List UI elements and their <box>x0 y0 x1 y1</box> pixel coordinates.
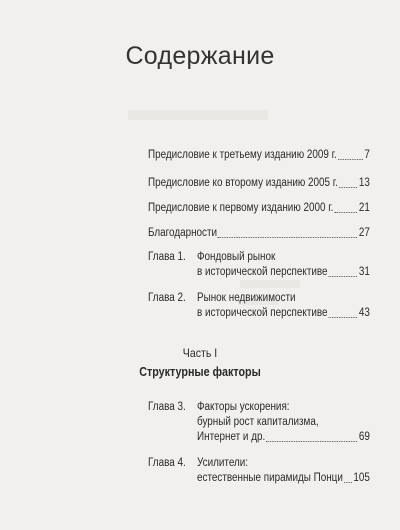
toc-entry-text: Предисловие к первому изданию 2000 г. <box>148 202 334 214</box>
chapter-title-line: бурный рост капитализма, <box>197 416 319 428</box>
toc-chapter-entry[interactable] <box>148 456 370 486</box>
chapter-label: Глава 3. <box>148 401 186 413</box>
toc-page-number: 105 <box>353 472 370 484</box>
toc-entry[interactable] <box>148 176 370 191</box>
bleed-through-mark <box>128 110 268 120</box>
toc-entry[interactable] <box>148 201 370 216</box>
leader-dots <box>328 275 357 277</box>
chapter-label: Глава 4. <box>148 457 186 469</box>
toc-entry-text: Предисловие ко второму изданию 2005 г. <box>148 177 338 189</box>
leader-dots <box>334 211 357 213</box>
part-title: Структурные факторы <box>139 365 261 379</box>
toc-page-number: 69 <box>358 431 370 443</box>
leader-dots <box>344 481 352 483</box>
leader-dots <box>328 316 357 318</box>
toc-entry-text: Предисловие к третьему изданию 2009 г. <box>148 149 337 161</box>
toc-entry[interactable] <box>148 226 370 241</box>
toc-page-number: 31 <box>358 266 370 278</box>
bleed-through-mark <box>240 280 300 288</box>
part-label: Часть I <box>182 346 218 360</box>
toc-chapter-entry[interactable] <box>148 250 370 280</box>
toc-page-number: 13 <box>358 177 370 189</box>
leader-dots <box>218 236 357 238</box>
chapter-title-line: в исторической перспективе <box>197 307 328 319</box>
toc-entry[interactable] <box>148 148 370 163</box>
chapter-label: Глава 1. <box>148 251 186 263</box>
chapter-title-line: Рынок недвижимости <box>197 292 296 304</box>
page-title: Содержание <box>125 42 275 70</box>
toc-page-number: 27 <box>358 227 370 239</box>
leader-dots <box>338 158 363 160</box>
leader-dots <box>266 440 357 442</box>
toc-page-number: 7 <box>364 149 370 161</box>
chapter-title-line: Факторы ускорения: <box>197 401 290 413</box>
chapter-title-line: Фондовый рынок <box>197 251 276 263</box>
toc-entry-text: Благодарности <box>148 227 218 239</box>
toc-page-number: 21 <box>358 202 370 214</box>
chapter-title-line: Усилители: <box>197 457 249 469</box>
chapter-title-line: естественные пирамиды Понци <box>197 472 343 484</box>
toc-chapter-entry[interactable] <box>148 291 370 321</box>
chapter-title-line: Интернет и др. <box>197 431 266 443</box>
leader-dots <box>339 186 357 188</box>
chapter-title-line: в исторической перспективе <box>197 266 328 278</box>
chapter-label: Глава 2. <box>148 292 186 304</box>
toc-chapter-entry[interactable] <box>148 400 370 445</box>
toc-page-number: 43 <box>358 307 370 319</box>
